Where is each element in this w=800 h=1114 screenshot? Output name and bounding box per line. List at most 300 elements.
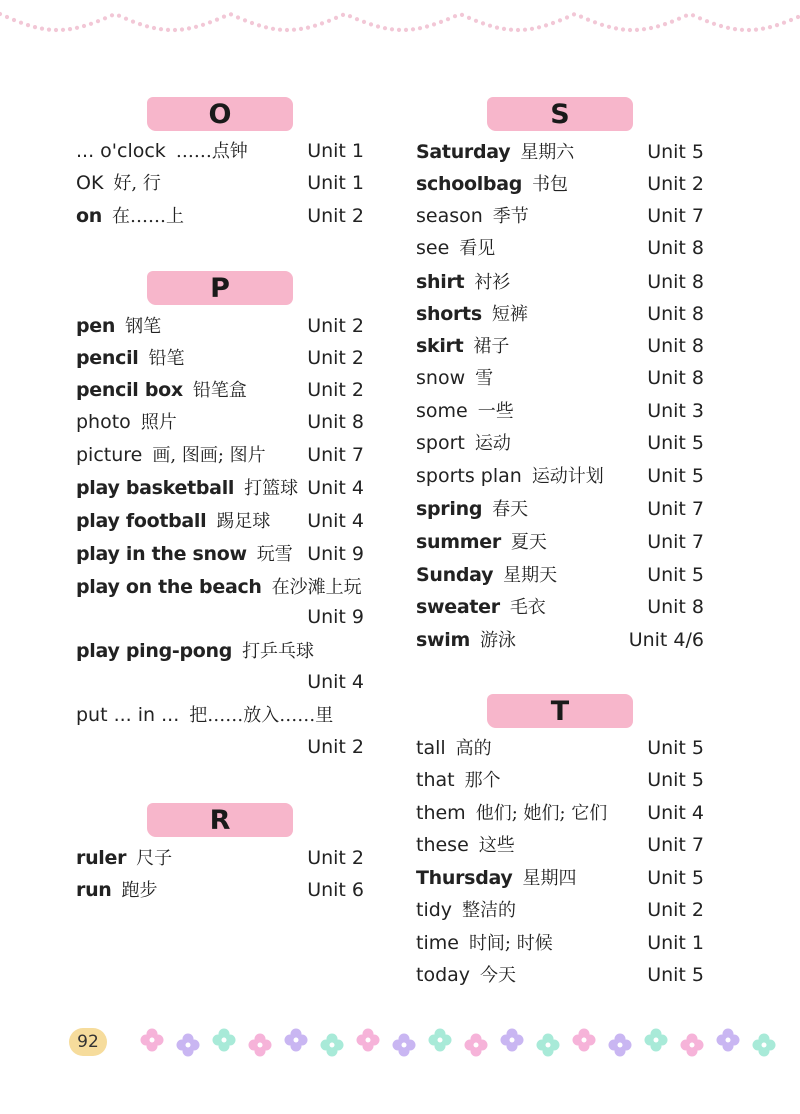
entry-word: that	[416, 769, 455, 791]
border-dot	[775, 23, 779, 27]
entry-word: Sunday	[416, 564, 494, 586]
flower-icon	[681, 1034, 704, 1057]
border-dot	[383, 26, 387, 30]
list-item	[416, 427, 704, 459]
border-dot	[54, 28, 58, 32]
entry-unit: Unit 5	[647, 465, 704, 487]
entry-unit: Unit 8	[647, 271, 704, 293]
border-dot	[145, 24, 149, 28]
border-dot	[404, 28, 408, 32]
border-dot	[348, 14, 352, 18]
entry-translation: 尺子	[136, 848, 173, 869]
entry-unit: Unit 2	[307, 736, 364, 758]
border-dot	[334, 16, 338, 20]
border-dot	[796, 15, 800, 19]
entry-word: play ping-pong	[76, 640, 233, 662]
border-dot	[89, 22, 93, 26]
list-item	[416, 829, 704, 861]
entry-translation: 看见	[459, 238, 496, 259]
entry-unit: Unit 5	[647, 769, 704, 791]
border-dot	[390, 27, 394, 31]
list-item	[416, 797, 704, 829]
list-item	[416, 493, 704, 525]
entry-word: pen	[76, 315, 116, 337]
entry-unit: Unit 8	[647, 303, 704, 325]
list-item	[416, 959, 704, 991]
entry-translation: 游泳	[479, 630, 516, 651]
border-dot	[719, 24, 723, 28]
border-dot	[173, 28, 177, 32]
flower-icon	[753, 1034, 776, 1057]
border-dot	[607, 25, 611, 29]
list-item	[416, 460, 704, 492]
border-dot	[782, 21, 786, 25]
list-item	[76, 635, 364, 667]
list-item	[76, 699, 364, 731]
list-item	[416, 200, 704, 232]
list-item-continuation	[76, 666, 364, 698]
entry-word: on	[76, 205, 102, 227]
list-item	[76, 439, 364, 471]
flower-icon	[357, 1029, 380, 1052]
flower-icon	[501, 1029, 524, 1052]
border-dot	[411, 27, 415, 31]
list-item	[76, 374, 364, 406]
entry-translation: 一些	[477, 401, 514, 422]
entry-translation: ……点钟	[175, 141, 248, 162]
entry-translation: 整洁的	[462, 900, 517, 921]
list-item	[416, 330, 704, 362]
flower-icon	[393, 1034, 416, 1057]
border-dot	[82, 24, 86, 28]
border-dot	[663, 22, 667, 26]
list-item	[76, 538, 364, 570]
border-dot	[355, 17, 359, 21]
entry-word: tall	[416, 737, 446, 759]
entry-translation: 雪	[475, 368, 494, 389]
list-item	[76, 571, 364, 603]
list-item	[416, 862, 704, 894]
flower-icon	[213, 1029, 236, 1052]
entry-word: snow	[416, 367, 466, 389]
border-dot	[656, 24, 660, 28]
border-dot	[194, 25, 198, 29]
entry-unit: Unit 1	[307, 140, 364, 162]
border-dot	[159, 27, 163, 31]
entry-translation: 短裤	[491, 304, 528, 325]
entry-word: play on the beach	[76, 576, 262, 598]
border-dot	[75, 26, 79, 30]
border-dot	[488, 24, 492, 28]
entry-translation: 今天	[480, 965, 517, 986]
list-item	[76, 505, 364, 537]
page-number: 92	[69, 1028, 107, 1056]
list-item	[76, 472, 364, 504]
entry-translation: 铅笔盒	[192, 380, 247, 401]
entry-translation: 铅笔	[148, 348, 185, 369]
flower-icon	[537, 1034, 560, 1057]
flower-icon	[573, 1029, 596, 1052]
entry-unit: Unit 8	[647, 335, 704, 357]
entry-word: spring	[416, 498, 483, 520]
entry-unit: Unit 2	[307, 205, 364, 227]
border-dot	[593, 20, 597, 24]
list-item	[416, 732, 704, 764]
list-item	[416, 232, 704, 264]
entry-unit: Unit 7	[647, 498, 704, 520]
list-item	[416, 764, 704, 796]
entry-unit: Unit 9	[307, 606, 364, 628]
list-item	[416, 927, 704, 959]
entry-translation: 夏天	[510, 532, 547, 553]
entry-word: some	[416, 400, 468, 422]
entry-unit: Unit 8	[647, 237, 704, 259]
list-item	[416, 526, 704, 558]
border-dot	[740, 28, 744, 32]
border-dot	[467, 16, 471, 20]
border-dot	[96, 19, 100, 23]
entry-unit: Unit 7	[647, 531, 704, 553]
entry-word: sport	[416, 432, 465, 454]
border-dot	[229, 12, 233, 16]
border-dot	[320, 21, 324, 25]
entry-unit: Unit 2	[307, 347, 364, 369]
list-item	[416, 266, 704, 298]
list-item	[76, 874, 364, 906]
border-dot	[61, 28, 65, 32]
border-dot	[341, 13, 345, 17]
border-dot	[600, 23, 604, 27]
list-item	[76, 842, 364, 874]
list-item	[416, 168, 704, 200]
entry-translation: 毛衣	[509, 597, 546, 618]
border-dot	[138, 22, 142, 26]
border-dot	[628, 28, 632, 32]
border-dot	[180, 27, 184, 31]
entry-word: time	[416, 932, 459, 954]
entry-word: see	[416, 237, 450, 259]
entry-word: play in the snow	[76, 543, 247, 565]
entry-word: Thursday	[416, 867, 513, 889]
border-dot	[768, 25, 772, 29]
border-dot	[495, 26, 499, 30]
entry-unit: Unit 2	[307, 847, 364, 869]
entry-translation: 季节	[492, 206, 529, 227]
border-dot	[292, 28, 296, 32]
border-dot	[40, 27, 44, 31]
section-header-r: R	[147, 803, 293, 837]
entry-unit: Unit 5	[647, 737, 704, 759]
list-item	[416, 559, 704, 591]
entry-unit: Unit 9	[307, 543, 364, 565]
entry-word: pencil box	[76, 379, 183, 401]
list-item	[416, 894, 704, 926]
flower-icon	[645, 1029, 668, 1052]
list-item	[416, 136, 704, 168]
entry-unit: Unit 7	[647, 834, 704, 856]
border-dot	[285, 28, 289, 32]
entry-translation: 春天	[492, 499, 529, 520]
entry-translation: 高的	[455, 738, 492, 759]
border-dot	[530, 27, 534, 31]
border-dot	[327, 19, 331, 23]
border-dot	[236, 15, 240, 19]
entry-translation: 好, 行	[113, 173, 161, 194]
entry-translation: 运动	[474, 433, 511, 454]
entry-word: ... o'clock	[76, 140, 166, 162]
border-dot	[376, 24, 380, 28]
entry-translation: 在……上	[111, 206, 184, 227]
entry-word: put ... in ...	[76, 704, 180, 726]
entry-unit: Unit 4	[307, 671, 364, 693]
border-dot	[278, 28, 282, 32]
list-item-continuation	[76, 601, 364, 633]
entry-translation: 他们; 她们; 它们	[475, 803, 608, 824]
entry-unit: Unit 5	[647, 564, 704, 586]
border-dot	[306, 26, 310, 30]
entry-unit: Unit 1	[307, 172, 364, 194]
border-dot	[271, 27, 275, 31]
border-dot	[264, 25, 268, 29]
entry-translation: 钢笔	[125, 316, 162, 337]
entry-word: shirt	[416, 271, 465, 293]
border-dot	[222, 15, 226, 19]
border-dot	[166, 28, 170, 32]
entry-word: tidy	[416, 899, 453, 921]
border-dot	[0, 12, 2, 16]
list-item	[416, 362, 704, 394]
list-item-continuation	[76, 731, 364, 763]
entry-translation: 在沙滩上玩	[271, 577, 362, 598]
border-dot	[586, 18, 590, 22]
border-dot	[712, 22, 716, 26]
border-dot	[369, 22, 373, 26]
border-dot	[621, 27, 625, 31]
border-dot	[537, 25, 541, 29]
border-dot	[649, 26, 653, 30]
list-item	[76, 200, 364, 232]
entry-word: these	[416, 834, 469, 856]
entry-translation: 书包	[532, 174, 569, 195]
entry-unit: Unit 5	[647, 141, 704, 163]
entry-word: sweater	[416, 596, 500, 618]
list-item	[76, 342, 364, 374]
border-dot	[257, 23, 261, 27]
flower-icon	[249, 1034, 272, 1057]
list-item	[416, 298, 704, 330]
flower-icon	[141, 1029, 164, 1052]
border-dot	[446, 17, 450, 21]
entry-word: Saturday	[416, 141, 511, 163]
border-dot	[502, 27, 506, 31]
border-dot	[698, 16, 702, 20]
flower-icon	[285, 1029, 308, 1052]
entry-unit: Unit 2	[307, 315, 364, 337]
border-dot	[572, 12, 576, 16]
entry-word: sports plan	[416, 465, 522, 487]
border-dot	[509, 28, 513, 32]
entry-word: summer	[416, 531, 501, 553]
border-dot	[565, 15, 569, 19]
border-dot	[523, 28, 527, 32]
entry-translation: 裙子	[473, 336, 510, 357]
border-dot	[12, 18, 16, 22]
border-dot	[684, 14, 688, 18]
entry-translation: 那个	[464, 770, 501, 791]
border-dot	[215, 18, 219, 22]
border-dot	[313, 24, 317, 28]
entry-word: OK	[76, 172, 104, 194]
border-dot	[726, 26, 730, 30]
list-item	[76, 167, 364, 199]
entry-translation: 踢足球	[216, 511, 271, 532]
border-dot	[481, 21, 485, 25]
entry-translation: 星期天	[503, 565, 558, 586]
entry-unit: Unit 5	[647, 867, 704, 889]
border-dot	[117, 14, 121, 18]
border-dot	[460, 13, 464, 17]
entry-unit: Unit 8	[307, 411, 364, 433]
entry-word: pencil	[76, 347, 139, 369]
border-dot	[201, 23, 205, 27]
entry-unit: Unit 8	[647, 596, 704, 618]
border-dot	[33, 25, 37, 29]
entry-unit: Unit 4	[307, 477, 364, 499]
border-dot	[789, 18, 793, 22]
entry-translation: 这些	[478, 835, 515, 856]
entry-word: shorts	[416, 303, 482, 325]
flower-icon	[177, 1034, 200, 1057]
border-dot	[26, 23, 30, 27]
entry-translation: 星期六	[520, 142, 575, 163]
entry-word: today	[416, 964, 471, 986]
entry-unit: Unit 8	[647, 367, 704, 389]
border-dot	[47, 28, 51, 32]
border-dot	[418, 26, 422, 30]
border-dot	[558, 18, 562, 22]
entry-translation: 星期四	[522, 868, 577, 889]
border-dot	[761, 27, 765, 31]
border-dot	[131, 20, 135, 24]
flower-icon	[321, 1034, 344, 1057]
entry-word: run	[76, 879, 112, 901]
entry-unit: Unit 4	[647, 802, 704, 824]
border-dot	[754, 28, 758, 32]
border-dot	[516, 28, 520, 32]
border-dot	[103, 16, 107, 20]
border-dot	[152, 26, 156, 30]
entry-unit: Unit 5	[647, 432, 704, 454]
entry-unit: Unit 4/6	[628, 629, 704, 651]
border-dot	[110, 13, 114, 17]
border-dot	[5, 15, 9, 19]
border-dot	[579, 15, 583, 19]
entry-unit: Unit 3	[647, 400, 704, 422]
border-dot	[474, 19, 478, 23]
entry-word: schoolbag	[416, 173, 523, 195]
border-dot	[208, 20, 212, 24]
border-dot	[250, 21, 254, 25]
entry-translation: 玩雪	[256, 544, 293, 565]
entry-unit: Unit 7	[307, 444, 364, 466]
entry-translation: 运动计划	[531, 466, 604, 487]
entry-word: photo	[76, 411, 131, 433]
border-dot	[642, 27, 646, 31]
entry-unit: Unit 2	[647, 173, 704, 195]
list-item	[416, 395, 704, 427]
section-header-t: T	[487, 694, 633, 728]
border-dot	[453, 14, 457, 18]
border-dot	[425, 24, 429, 28]
entry-word: season	[416, 205, 483, 227]
entry-unit: Unit 6	[307, 879, 364, 901]
entry-unit: Unit 2	[647, 899, 704, 921]
border-dot	[397, 28, 401, 32]
list-item	[76, 406, 364, 438]
list-item	[416, 624, 704, 656]
entry-word: play football	[76, 510, 207, 532]
entry-translation: 时间; 时候	[468, 933, 553, 954]
border-dot	[299, 27, 303, 31]
border-dot	[439, 20, 443, 24]
entry-unit: Unit 4	[307, 510, 364, 532]
entry-word: swim	[416, 629, 470, 651]
border-dot	[544, 23, 548, 27]
section-header-p: P	[147, 271, 293, 305]
border-dot	[705, 19, 709, 23]
entry-word: skirt	[416, 335, 464, 357]
flower-icon	[465, 1034, 488, 1057]
section-header-s: S	[487, 97, 633, 131]
entry-translation: 照片	[140, 412, 177, 433]
border-dot	[635, 28, 639, 32]
list-item	[76, 310, 364, 342]
border-dot	[670, 20, 674, 24]
entry-translation: 把……放入……里	[189, 705, 334, 726]
decorative-flower-border	[0, 1020, 800, 1070]
border-dot	[124, 17, 128, 21]
entry-unit: Unit 7	[647, 205, 704, 227]
entry-word: picture	[76, 444, 143, 466]
entry-translation: 衬衫	[474, 272, 511, 293]
entry-translation: 画, 图画; 图片	[152, 445, 266, 466]
entry-unit: Unit 5	[647, 964, 704, 986]
flower-icon	[609, 1034, 632, 1057]
border-dot	[243, 18, 247, 22]
entry-unit: Unit 2	[307, 379, 364, 401]
flower-icon	[429, 1029, 452, 1052]
border-dot	[19, 21, 23, 25]
entry-translation: 跑步	[121, 880, 158, 901]
border-dot	[362, 20, 366, 24]
entry-translation: 打乒乓球	[242, 641, 315, 662]
border-dot	[691, 13, 695, 17]
entry-word: ruler	[76, 847, 127, 869]
entry-word: them	[416, 802, 466, 824]
list-item	[416, 591, 704, 623]
border-dot	[677, 17, 681, 21]
entry-unit: Unit 1	[647, 932, 704, 954]
list-item	[76, 135, 364, 167]
decorative-top-border	[0, 0, 800, 50]
flower-icon	[717, 1029, 740, 1052]
entry-translation: 打篮球	[244, 478, 299, 499]
border-dot	[747, 28, 751, 32]
border-dot	[432, 22, 436, 26]
entry-word: play basketball	[76, 477, 235, 499]
section-header-o: O	[147, 97, 293, 131]
border-dot	[614, 26, 618, 30]
